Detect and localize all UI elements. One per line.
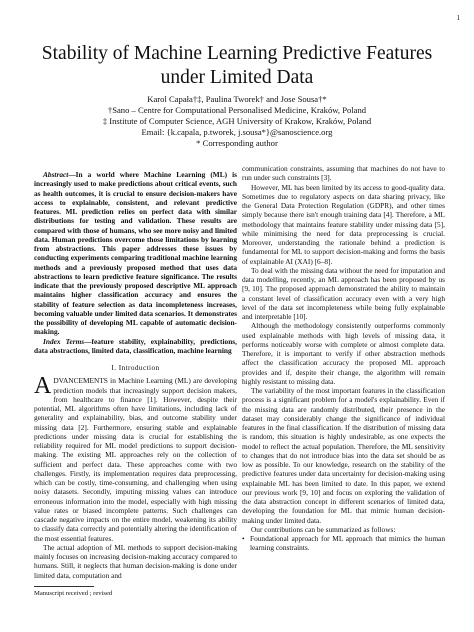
contribution-item-1-text: Foundational approach for ML approach that mimics the human learning constraints. <box>250 534 445 553</box>
index-terms <box>34 337 237 356</box>
intro-paragraph-1 <box>34 373 237 543</box>
right-paragraph-6: Our contributions can be summarized as follows: <box>251 524 396 534</box>
section-heading-introduction: I. Introduction <box>111 363 160 372</box>
contribution-item-1 <box>242 534 445 553</box>
title-line-2: under Limited Data <box>160 67 314 88</box>
author-block <box>20 94 454 149</box>
affiliation-2: ‡ Institute of Computer Science, AGH University of Krakow, Kraków, Poland <box>102 116 372 126</box>
abstract-label: Abstract <box>43 170 69 179</box>
author-names: Karol Capała†‡, Paulina Tworek† and Jose Sousa†* <box>147 94 327 104</box>
index-terms-text: —feature stability, explainability, predictions, data abstractions, limited data, classification, machine learning <box>34 336 237 355</box>
affiliation-1: †Sano – Centre for Computational Personalised Medicine, Kraków, Poland <box>107 105 367 115</box>
right-paragraph-3: To deal with the missing data without the need for imputation and data modelling, recently, an ML approach has been proposed by us [9, 10]. The proposed approach demonstrated the ability to maintain a constant level of classification accuracy even with a very high level of the data set incompleteness while being fully explainable and interpretable [10]. <box>242 265 445 321</box>
manuscript-footnote <box>34 586 113 598</box>
right-paragraph-1: communication constraints, assuming that machines do not have to run under such constraints [3]. <box>242 164 445 183</box>
left-column <box>34 170 237 598</box>
abstract-text: —In a world where Machine Learning (ML) is increasingly used to make predictions about critical events, such as health outcomes, it is crucial to ensure decision-makers have access to explainable, consistent, and relevant predictive features. ML prediction relies on perfect data with similar distributions for testing and validation. These results are compared with those of humans, who see more noisy and limited data. Human predictions overcome those limitations by learning from abstractions. This paper addresses these issues by conducting experiments comparing traditional machine learning methods and a previously proposed method that uses data abstractions to learn predictive feature significance. The results indicate that the previously proposed descriptive ML approach maintains higher classification accuracy and ensures the stability of feature selection as data incompleteness increases, becoming valuable under limited data scenarios. It demonstrates the possibility of developing ML capable of automatic decision-making. <box>34 170 237 337</box>
abstract <box>34 170 237 337</box>
title-line-1: Stability of Machine Learning Predictive Features <box>41 43 433 64</box>
index-terms-label: Index Terms <box>43 336 85 346</box>
right-paragraph-5: The variability of the most important features in the classification process is a significant problem for a model's explainability. Even if the missing data are randomly distributed, their presence in the dataset may considerably change the significance of individual features in the final classification. If the distribution of missing data is random, this situation is highly undesirable, as one expects the model to reflect the actual population. Therefore, the ML sensitivity to changes that do not introduce bias into the data set should be as low as possible. To our knowledge, research on the stability of the predictive features under data uncertainty for decision-making using explainable ML has been limited to date. In this paper, we extend our previous work [9, 10] and focus on exploring the validation of the data abstraction concept in different scenarios of limited data, developing the foundation for ML that mimic human decision-making under limited data. <box>242 386 445 525</box>
page-number: 1 <box>456 14 460 22</box>
drop-cap: A <box>34 373 52 400</box>
intro-paragraph-2: The actual adoption of ML methods to support decision-making mainly focuses on increasing decision-making accuracy compared to humans. Still, it neglects that human decision-making is done under limited data, computation and <box>34 542 237 580</box>
right-paragraph-4: Although the methodology consistently outperforms commonly used explainable methods with high levels of missing data, it performs noticeably worse with complete or almost complete data. Therefore, it is important to verify if other abstraction methods affect the classification accuracy the proposed ML approach provides and if, despite their change, the algorithm will remain highly resistant to missing data. <box>242 321 445 386</box>
intro-paragraph-1-text: DVANCEMENTS in Machine Learning (ML) are developing prediction models that increasingly support decision makers, from healthcare to finance [1]. However, despite their potential, ML algorithms often have limitations, including lack of generality and explainability, bias, and outcome stability under missing data [2]. Furthermore, ensuring stable and explainable predictions under missing data is crucial for establishing the reliability required for ML model predictions to support decision-making. The existing ML approaches rely on the collection of sufficient and perfect data. These approaches come with two challenges. Firstly, its implementation requires data preprocessing, which can be costly, time-consuming, and challenging when using noisy datasets. Secondly, imputing missing values can introduce erroneous information into the model, especially with high missing value rates or biased incomplete patterns. Such challenges can cascade negative impacts on the entire model, weakening its ability to classify data correctly and potentially altering the identification of the most essential features. <box>34 376 237 543</box>
bullet-icon: • <box>242 534 245 543</box>
author-email: Email: {k.capala, p.tworek, j.sousa*}@sanoscience.org <box>141 127 333 137</box>
paper-title <box>30 42 444 90</box>
right-paragraph-2: However, ML has been limited by its access to good-quality data. Sometimes due to regulatory aspects on data sharing privacy, like the General Data Protection Regulation (GDPR), and other times simply because there isn't enough training data [4]. Therefore, a ML methodology that maintains feature stability under missing data [5], while minimising the need for data preprocessing is crucial. Moreover, understanding the rationale behind a prediction is fundamental for ML to support decision-making and forms the basis of explainable AI (XAI) [6–8]. <box>242 182 445 266</box>
manuscript-note: Manuscript received ; revised <box>34 589 113 597</box>
corresponding-author-note: * Corresponding author <box>196 138 278 148</box>
right-column <box>242 164 445 553</box>
